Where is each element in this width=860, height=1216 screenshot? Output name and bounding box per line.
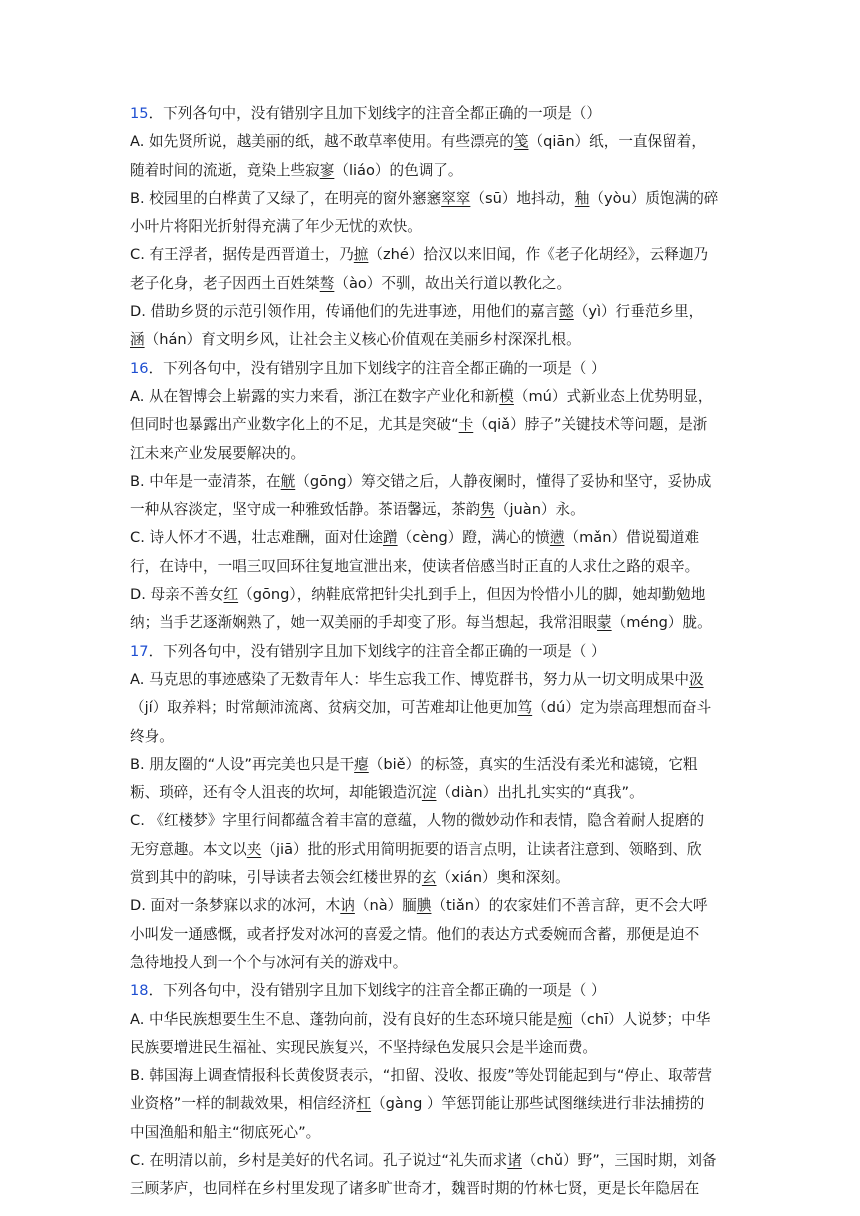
document-page <box>130 100 730 1204</box>
text-segment: （nà）腼 <box>354 897 417 915</box>
text-segment: 民族要增进民生福祉、实现民族复兴，不坚持绿色发展只会是半途而费。 <box>130 1038 598 1056</box>
text-line <box>130 1147 730 1175</box>
question-number: 18 <box>130 982 149 1000</box>
text-segment: B. 中年是一壶清茶，在 <box>130 472 281 490</box>
underlined-char: 汲 <box>688 670 704 688</box>
text-segment: D. 借助乡贤的示范引领作用，传诵他们的先进事迹，用他们的嘉言 <box>130 303 560 321</box>
text-line <box>130 666 730 694</box>
text-line <box>130 892 730 920</box>
underlined-char: 窣窣 <box>441 189 471 207</box>
text-line <box>130 468 730 496</box>
text-line <box>130 836 730 864</box>
text-line <box>130 864 730 892</box>
text-segment: 粝、琐碎，还有令人沮丧的坎坷，却能锻造沉 <box>130 784 422 802</box>
text-segment: （juàn）永。 <box>494 501 585 519</box>
text-segment: （hán）育文明乡风，让社会主义核心价值观在美丽乡村深深扎根。 <box>144 331 581 349</box>
text-segment: （jí）取养料；时常颠沛流离、贫病交加，可苦难却让他更加 <box>130 699 518 717</box>
text-line <box>130 694 730 722</box>
text-segment: B. 朋友圈的“人设”再完美也只是干 <box>130 755 355 773</box>
underlined-char: 红 <box>223 586 239 604</box>
text-segment: 小叶片将阳光折射得充满了年少无忧的欢快。 <box>130 218 422 236</box>
underlined-char: 懿 <box>559 303 574 321</box>
text-segment: B. 韩国海上调查情报科长黄俊贤表示，“扣留、没收、报废”等处罚能起到与“停止、取蒂营 <box>130 1067 712 1085</box>
underlined-char: 摭 <box>353 246 369 264</box>
text-segment: ．下列各句中，没有错别字且加下划线字的注音全都正确的一项是（） <box>148 105 601 122</box>
underlined-char: 笺 <box>513 133 529 151</box>
text-segment: 无穷意趣。本文以 <box>130 840 247 858</box>
text-line <box>130 524 730 552</box>
underlined-char: 瘪 <box>354 755 369 773</box>
text-line <box>130 496 730 524</box>
underlined-char: 腆 <box>416 897 432 915</box>
text-line <box>130 298 730 326</box>
text-segment: 赏到其中的韵味，引导读者去领会红楼世界的 <box>130 869 422 887</box>
text-segment: （cèng）蹬，满心的愤 <box>397 529 550 547</box>
text-segment: ．下列各句中，没有错别字且加下划线字的注音全都正确的一项是（ ） <box>148 359 606 377</box>
text-segment: （gōng），纳鞋底常把针尖扎到手上，但因为怜惜小儿的脚，她却勤勉地 <box>238 586 706 604</box>
text-segment: （chī）人说梦；中华 <box>572 1010 711 1028</box>
text-segment: A. 马克思的事迹感染了无数青年人：毕生忘我工作、博览群书，努力从一切文明成果中 <box>130 670 689 688</box>
text-line <box>130 1006 730 1034</box>
underlined-char: 痴 <box>557 1010 573 1028</box>
text-segment: 业资格”一样的制裁效果，相信经济 <box>130 1095 357 1113</box>
text-segment: （biě）的标签，真实的生活没有柔光和滤镜，它粗 <box>368 755 698 773</box>
underlined-char: 隽 <box>480 501 495 519</box>
text-segment: 但同时也暴露出产业数字化上的不足，尤其是突破“ <box>130 416 459 434</box>
text-segment: 随着时间的流逝，竟染上些寂 <box>130 161 320 179</box>
text-line <box>130 609 730 637</box>
text-segment: （tiǎn）的农家娃们不善言辞，更不会大呼 <box>431 897 708 915</box>
underlined-char: 诸 <box>507 1151 522 1169</box>
text-line <box>130 779 730 807</box>
question-heading <box>130 355 730 383</box>
underlined-char: 涵 <box>130 331 145 349</box>
text-line <box>130 1062 730 1090</box>
text-line <box>130 157 730 185</box>
underlined-char: 釉 <box>574 189 590 207</box>
text-segment: C. 诗人怀才不遇，壮志难酬，面对仕途 <box>130 529 383 547</box>
underlined-char: 讷 <box>340 897 355 915</box>
text-segment: A. 中华民族想要生生不息、蓬勃向前，没有良好的生态环境只能是 <box>130 1010 558 1028</box>
underlined-char: 笃 <box>517 699 533 717</box>
text-segment: （mú）式新业态上优势明显， <box>513 387 713 405</box>
text-segment: （ào）不驯，故出关行道以教化之。 <box>334 274 572 292</box>
text-segment: （sū）地抖动， <box>470 189 575 207</box>
text-segment: （mǎn）借说蜀道难 <box>564 529 700 547</box>
text-line <box>130 1119 730 1147</box>
text-line <box>130 440 730 468</box>
underlined-char: 觥 <box>280 472 296 490</box>
text-line <box>130 723 730 751</box>
text-segment: 行，在诗中，一唱三叹回环往复地宣泄出来，使读者倍感当时正直的人求仕之路的艰辛。 <box>130 557 700 575</box>
underlined-char: 寥 <box>319 161 335 179</box>
text-segment: 中国渔船和船主“彻底死心”。 <box>130 1123 321 1141</box>
text-line <box>130 581 730 609</box>
text-line <box>130 807 730 835</box>
text-segment: A. 如先贤所说，越美丽的纸，越不敢草率使用。有些漂亮的 <box>130 133 514 151</box>
text-line <box>130 241 730 269</box>
question-heading <box>130 638 730 666</box>
text-line <box>130 213 730 241</box>
text-line <box>130 1175 730 1203</box>
question-heading <box>130 977 730 1005</box>
text-line <box>130 185 730 213</box>
text-segment: D. 面对一条梦寐以求的冰河，木 <box>130 897 341 915</box>
text-segment: （liáo）的色调了。 <box>334 161 463 179</box>
underlined-char: 蹭 <box>382 529 398 547</box>
text-segment: （chǔ）野”，三国时期，刘备 <box>521 1151 717 1169</box>
text-segment: B. 校园里的白桦黄了又绿了，在明亮的窗外窸窸 <box>130 189 442 207</box>
text-segment: （méng）胧。 <box>611 614 712 632</box>
text-segment: ．下列各句中，没有错别字且加下划线字的注音全都正确的一项是（ ） <box>148 642 606 660</box>
text-segment: 三顾茅庐，也同样在乡村里发现了诸多旷世奇才，魏晋时期的竹林七贤，更是长年隐居在 <box>130 1180 700 1198</box>
text-segment: （qiǎ）脖子”关键技术等问题，是浙 <box>473 416 708 434</box>
text-segment: （xián）奥和深刻。 <box>436 869 570 887</box>
underlined-char: 卡 <box>458 416 474 434</box>
text-segment: C. 有王浮者，据传是西晋道士，乃 <box>130 246 354 264</box>
text-segment: （yòu）质饱满的碎 <box>589 189 719 207</box>
text-line <box>130 270 730 298</box>
text-segment: 小叫发一通感慨，或者抒发对冰河的喜爱之情。他们的表达方式委婉而含蓄，那便是迫不 <box>130 925 700 943</box>
underlined-char: 懑 <box>549 529 565 547</box>
text-segment: A. 从在智博会上崭露的实力来看，浙江在数字产业化和新 <box>130 387 500 405</box>
text-line <box>130 1034 730 1062</box>
text-segment: C. 在明清以前，乡村是美好的代名词。孔子说过“礼失而求 <box>130 1151 508 1169</box>
text-segment: （diàn）出扎扎实实的“真我”。 <box>436 784 644 802</box>
text-segment: （jiā）批的形式用简明扼要的语言点明，让读者注意到、领略到、欣 <box>261 840 702 858</box>
underlined-char: 玄 <box>421 869 437 887</box>
text-line <box>130 1090 730 1118</box>
text-segment: 一种从容淡定，坚守成一种雅致恬静。茶语馨远，茶韵 <box>130 501 481 519</box>
underlined-char: 淀 <box>421 784 437 802</box>
text-segment: （gōng）筹交错之后，人静夜阑时，懂得了妥协和坚守，妥协成 <box>295 472 712 490</box>
text-line <box>130 128 730 156</box>
text-segment: ．下列各句中，没有错别字且加下划线字的注音全都正确的一项是（ ） <box>148 982 606 1000</box>
text-segment: （yì）行垂范乡里， <box>573 303 704 321</box>
text-line <box>130 751 730 779</box>
underlined-char: 蒙 <box>597 614 612 632</box>
text-segment: 终身。 <box>130 727 174 745</box>
text-line <box>130 383 730 411</box>
text-line <box>130 921 730 949</box>
text-line <box>130 411 730 439</box>
text-segment: （gàng ）竿惩罚能让那些试图继续进行非法捕捞的 <box>371 1095 705 1113</box>
question-number: 16 <box>130 359 149 377</box>
text-line <box>130 553 730 581</box>
text-segment: （zhé）拾汉以来旧闻，作《老子化胡经》，云释迦乃 <box>368 246 709 264</box>
question-number: 17 <box>130 642 149 660</box>
underlined-char: 夹 <box>246 840 262 858</box>
text-segment: C. 《红楼梦》字里行间都蕴含着丰富的意蕴，人物的微妙动作和表情，隐含着耐人捉磨的 <box>130 812 705 830</box>
text-segment: （qiān）纸，一直保留着， <box>528 133 706 151</box>
underlined-char: 骜 <box>319 274 335 292</box>
text-segment: 纳；当手艺逐渐娴熟了，她一双美丽的手却变了形。每当想起，我常泪眼 <box>130 614 598 632</box>
text-segment: 急待地投人到一个个与冰河有关的游戏中。 <box>130 953 408 971</box>
text-line <box>130 326 730 354</box>
text-segment: 江未来产业发展要解决的。 <box>130 444 306 462</box>
underlined-char: 杠 <box>356 1095 372 1113</box>
text-segment: D. 母亲不善女 <box>130 586 224 604</box>
question-heading <box>130 100 730 128</box>
text-line <box>130 949 730 977</box>
text-segment: 老子化身，老子因西土百姓桀 <box>130 274 320 292</box>
text-segment: （dú）定为崇高理想而奋斗 <box>532 699 712 717</box>
underlined-char: 模 <box>499 387 514 405</box>
question-number: 15 <box>130 105 149 122</box>
